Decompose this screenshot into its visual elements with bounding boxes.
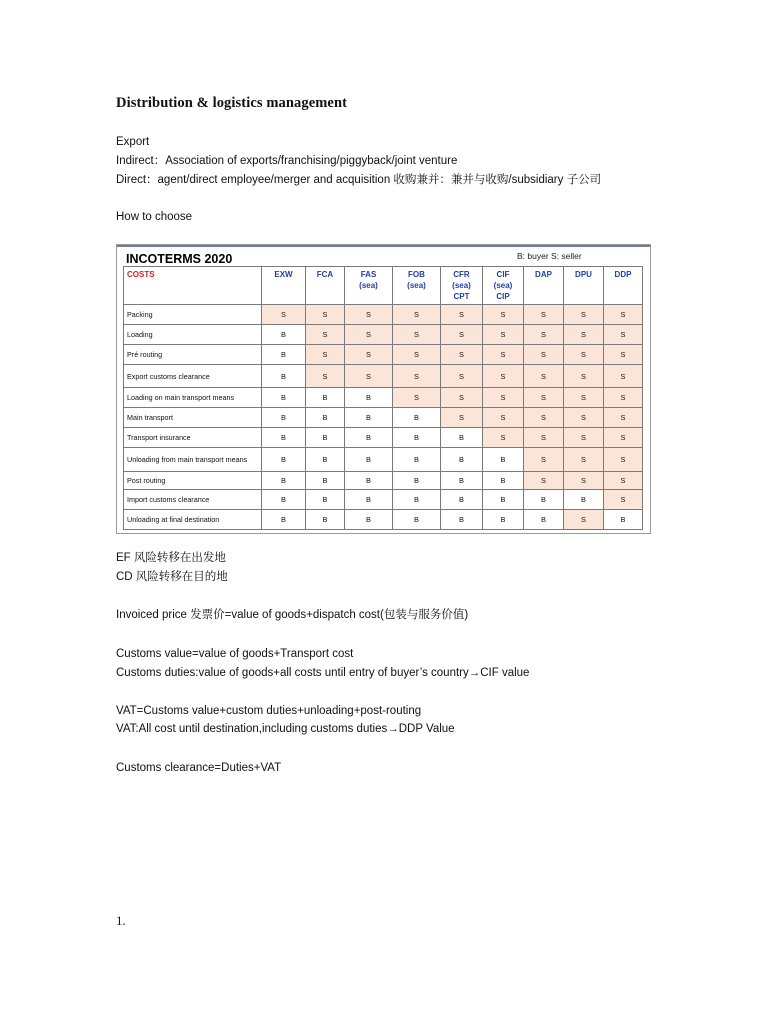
- table-body: [124, 305, 643, 530]
- table-cell: S: [262, 305, 306, 325]
- table-cell: B: [393, 510, 441, 530]
- table-cell: S: [306, 345, 345, 365]
- table-cell: B: [306, 510, 345, 530]
- cost-label: Unloading at final destination: [124, 510, 262, 530]
- table-row: [124, 490, 643, 510]
- table-cell: B: [345, 490, 393, 510]
- table-cell: B: [483, 472, 524, 490]
- table-header-row: [124, 267, 643, 305]
- table-cell: B: [306, 448, 345, 472]
- term-header-line: DPU: [575, 270, 592, 279]
- table-cell: B: [262, 388, 306, 408]
- table-cell: B: [306, 388, 345, 408]
- figure-title: INCOTERMS 2020: [126, 252, 233, 266]
- table-cell: S: [483, 345, 524, 365]
- table-cell: B: [306, 490, 345, 510]
- table-row: [124, 510, 643, 530]
- table-cell: S: [441, 365, 483, 388]
- table-cell: S: [604, 448, 643, 472]
- indirect-line: Indirect：Association of exports/franchising/piggyback/joint venture: [116, 155, 458, 167]
- term-header-line: FOB: [408, 270, 425, 279]
- cost-label: Pré routing: [124, 345, 262, 365]
- table-cell: S: [483, 365, 524, 388]
- table-cell: B: [483, 448, 524, 472]
- table-cell: B: [306, 408, 345, 428]
- table-cell: B: [306, 472, 345, 490]
- table-cell: B: [441, 472, 483, 490]
- table-cell: B: [262, 345, 306, 365]
- table-cell: S: [564, 345, 604, 365]
- table-cell: B: [441, 490, 483, 510]
- table-cell: S: [524, 305, 564, 325]
- table-cell: B: [441, 448, 483, 472]
- table-cell: B: [345, 428, 393, 448]
- table-cell: S: [564, 408, 604, 428]
- table-cell: S: [441, 388, 483, 408]
- term-header-line: (sea): [359, 281, 378, 290]
- table-cell: B: [393, 490, 441, 510]
- table-cell: S: [524, 345, 564, 365]
- table-cell: S: [524, 408, 564, 428]
- term-header-line: DDP: [614, 270, 632, 279]
- table-cell: S: [393, 388, 441, 408]
- table-cell: S: [441, 408, 483, 428]
- table-cell: S: [441, 305, 483, 325]
- cost-label: Packing: [124, 305, 262, 325]
- table-cell: S: [345, 325, 393, 345]
- table-cell: B: [441, 510, 483, 530]
- table-cell: S: [604, 428, 643, 448]
- vat-formula-line: VAT=Customs value+custom duties+unloading+post-routing: [116, 705, 422, 717]
- table-cell: B: [262, 490, 306, 510]
- table-cell: S: [483, 305, 524, 325]
- table-row: [124, 408, 643, 428]
- list-number: 1.: [116, 913, 126, 928]
- table-row: [124, 428, 643, 448]
- table-cell: S: [564, 305, 604, 325]
- table-cell: S: [564, 472, 604, 490]
- term-header-line: DAP: [535, 270, 552, 279]
- table-row: [124, 325, 643, 345]
- table-cell: B: [345, 408, 393, 428]
- customs-value-line: Customs value=value of goods+Transport cost: [116, 648, 354, 660]
- page-title: Distribution & logistics management: [116, 95, 348, 111]
- vat-description-line: VAT:All cost until destination,including customs duties→DDP Value: [116, 723, 455, 735]
- table-cell: B: [393, 472, 441, 490]
- table-row: [124, 472, 643, 490]
- table-cell: S: [564, 365, 604, 388]
- table-cell: B: [483, 490, 524, 510]
- table-cell: S: [441, 345, 483, 365]
- term-header-3: [393, 267, 441, 305]
- figure-legend: B: buyer S: seller: [517, 251, 582, 261]
- cost-label: Unloading from main transport means: [124, 448, 262, 472]
- table-cell: B: [262, 408, 306, 428]
- table-cell: S: [604, 325, 643, 345]
- table-cell: B: [393, 428, 441, 448]
- table-row: [124, 365, 643, 388]
- table-cell: B: [262, 365, 306, 388]
- term-header-6: [524, 267, 564, 305]
- term-header-1: [306, 267, 345, 305]
- table-cell: S: [306, 325, 345, 345]
- table-cell: S: [564, 428, 604, 448]
- table-cell: B: [262, 325, 306, 345]
- customs-clearance-line: Customs clearance=Duties+VAT: [116, 762, 282, 774]
- term-header-line: (sea): [407, 281, 426, 290]
- cost-label: Transport insurance: [124, 428, 262, 448]
- term-header-7: [564, 267, 604, 305]
- term-header-line: CFR: [453, 270, 470, 279]
- cost-label: Post routing: [124, 472, 262, 490]
- cost-label: Export customs clearance: [124, 365, 262, 388]
- table-cell: S: [483, 325, 524, 345]
- table-cell: S: [524, 388, 564, 408]
- table-cell: B: [483, 510, 524, 530]
- table-cell: S: [604, 472, 643, 490]
- table-cell: B: [604, 510, 643, 530]
- table-cell: B: [345, 388, 393, 408]
- term-header-line: CIF: [496, 270, 510, 279]
- term-header-0: [262, 267, 306, 305]
- incoterms-figure: [116, 244, 651, 534]
- table-cell: S: [306, 305, 345, 325]
- table-cell: S: [393, 325, 441, 345]
- cost-label: Loading: [124, 325, 262, 345]
- cost-label: Main transport: [124, 408, 262, 428]
- term-header-line: CIP: [496, 292, 510, 301]
- incoterms-table: [123, 266, 643, 530]
- table-cell: B: [393, 448, 441, 472]
- table-cell: B: [262, 428, 306, 448]
- table-cell: S: [604, 490, 643, 510]
- table-cell: B: [262, 448, 306, 472]
- table-cell: S: [483, 408, 524, 428]
- table-cell: S: [524, 472, 564, 490]
- term-header-line: EXW: [274, 270, 293, 279]
- table-cell: S: [564, 325, 604, 345]
- term-header-line: (sea): [452, 281, 471, 290]
- figure-top-border: [117, 245, 650, 247]
- table-cell: B: [345, 448, 393, 472]
- cost-label: Import customs clearance: [124, 490, 262, 510]
- table-cell: S: [564, 510, 604, 530]
- table-cell: B: [524, 490, 564, 510]
- table-cell: S: [524, 428, 564, 448]
- table-cell: S: [524, 365, 564, 388]
- table-cell: B: [393, 408, 441, 428]
- table-cell: S: [564, 448, 604, 472]
- costs-header: COSTS: [124, 267, 262, 305]
- table-cell: S: [604, 345, 643, 365]
- table-cell: S: [393, 345, 441, 365]
- term-header-4: [441, 267, 483, 305]
- table-cell: S: [306, 365, 345, 388]
- table-row: [124, 305, 643, 325]
- table-cell: S: [524, 448, 564, 472]
- table-cell: S: [393, 305, 441, 325]
- customs-duties-line: Customs duties:value of goods+all costs until entry of buyer’s country→CIF value: [116, 667, 530, 679]
- table-cell: S: [604, 305, 643, 325]
- table-cell: S: [604, 388, 643, 408]
- table-cell: S: [483, 428, 524, 448]
- table-cell: B: [345, 510, 393, 530]
- table-cell: S: [564, 388, 604, 408]
- table-cell: B: [306, 428, 345, 448]
- table-cell: B: [441, 428, 483, 448]
- table-cell: B: [262, 472, 306, 490]
- table-cell: S: [345, 345, 393, 365]
- table-row: [124, 345, 643, 365]
- table-cell: S: [345, 305, 393, 325]
- term-header-line: FAS: [360, 270, 377, 279]
- table-cell: B: [262, 510, 306, 530]
- term-header-line: FCA: [316, 270, 334, 279]
- table-cell: S: [393, 365, 441, 388]
- table-cell: B: [564, 490, 604, 510]
- cd-line: CD 风险转移在目的地: [116, 571, 228, 583]
- table-cell: B: [524, 510, 564, 530]
- ef-line: EF 风险转移在出发地: [116, 552, 226, 564]
- table-cell: S: [524, 325, 564, 345]
- term-header-5: [483, 267, 524, 305]
- invoiced-price-line: Invoiced price 发票价=value of goods+dispatch cost(包装与服务价值): [116, 609, 469, 621]
- term-header-8: [604, 267, 643, 305]
- table-row: [124, 448, 643, 472]
- table-cell: S: [441, 325, 483, 345]
- table-cell: B: [345, 472, 393, 490]
- table-cell: S: [483, 388, 524, 408]
- table-cell: S: [345, 365, 393, 388]
- table-row: [124, 388, 643, 408]
- cost-label: Loading on main transport means: [124, 388, 262, 408]
- table-cell: S: [604, 408, 643, 428]
- term-header-line: CPT: [453, 292, 470, 301]
- direct-line: Direct：agent/direct employee/merger and acquisition 收购兼并：兼并与收购/subsidiary 子公司: [116, 174, 602, 186]
- table-cell: S: [604, 365, 643, 388]
- term-header-line: (sea): [493, 281, 513, 290]
- how-to-choose-line: How to choose: [116, 211, 193, 223]
- term-header-2: [345, 267, 393, 305]
- export-line: Export: [116, 136, 150, 148]
